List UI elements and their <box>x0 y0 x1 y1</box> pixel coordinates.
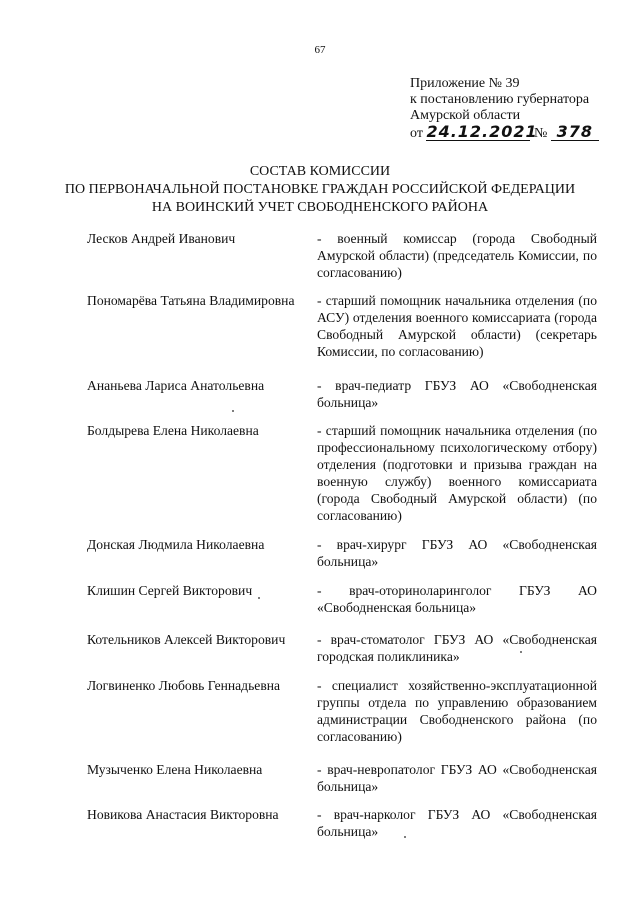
scan-speck <box>404 836 406 838</box>
member-name: Котельников Алексей Викторович <box>87 632 286 647</box>
handwritten-number: 378 <box>551 124 599 141</box>
member-role: - старший помощник начальника отделения (по профессиональному психологическому отбору) отделения (подготовки и призыва граждан на военную службу) военного комиссариата (города Свободный Амурской области) (по согласованию) <box>317 423 597 523</box>
title-line-3: НА ВОИНСКИЙ УЧЕТ СВОБОДНЕНСКОГО РАЙОНА <box>151 200 489 215</box>
member-role: - врач-хирург ГБУЗ АО «Свободненская больница» <box>317 537 597 569</box>
scan-speck <box>258 597 260 599</box>
title-line-2: ПО ПЕРВОНАЧАЛЬНОЙ ПОСТАНОВКЕ ГРАЖДАН РОССИЙСКОЙ ФЕДЕРАЦИИ <box>64 182 576 197</box>
scan-speck <box>232 410 234 412</box>
member-name: Донская Людмила Николаевна <box>87 537 265 552</box>
member-name: Музыченко Елена Николаевна <box>87 762 263 777</box>
member-role: - врач-педиатр ГБУЗ АО «Свободненская больница» <box>317 378 597 410</box>
member-role: - врач-стоматолог ГБУЗ АО «Свободненская городская поликлиника» <box>317 632 597 664</box>
title-line-1: СОСТАВ КОМИССИИ <box>249 164 391 179</box>
member-role: - специалист хозяйственно-эксплуатационной группы отдела по управлению образованием администрации Свободненского района (по согласованию) <box>317 678 597 744</box>
member-role: - врач-невропатолог ГБУЗ АО «Свободненская больница» <box>317 762 597 794</box>
member-name: Лесков Андрей Иванович <box>87 231 236 246</box>
member-name: Болдырева Елена Николаевна <box>87 423 259 438</box>
page-number: 67 <box>314 44 326 56</box>
number-label: № <box>533 126 548 141</box>
member-role: - военный комиссар (города Свободный Амурской области) (председатель Комиссии, по согласованию) <box>317 231 597 280</box>
document-title <box>0 163 640 217</box>
handwritten-date: 24.12.2021 <box>426 122 538 141</box>
member-name: Новикова Анастасия Викторовна <box>87 807 279 822</box>
appendix-line-1: Приложение № 39 <box>410 76 520 91</box>
member-name: Пономарёва Татьяна Владимировна <box>87 293 295 308</box>
member-role: - врач-нарколог ГБУЗ АО «Свободненская больница» <box>317 807 597 839</box>
from-label: от <box>410 126 423 141</box>
member-role: - старший помощник начальника отделения (по АСУ) отделения военного комиссариата (города Свободный Амурской области) (секретарь Комиссии, по согласованию) <box>317 293 597 359</box>
appendix-date-line <box>410 124 630 142</box>
appendix-block <box>410 76 630 142</box>
member-name: Клишин Сергей Викторович <box>87 583 253 598</box>
member-name: Ананьева Лариса Анатольевна <box>87 378 265 393</box>
appendix-line-2: к постановлению губернатора <box>410 92 590 107</box>
member-name: Логвиненко Любовь Геннадьевна <box>87 678 281 693</box>
scan-speck <box>520 651 522 653</box>
member-role: - врач-оториноларинголог ГБУЗ АО «Свободненская больница» <box>317 583 597 615</box>
appendix-line-3: Амурской области <box>410 108 521 123</box>
